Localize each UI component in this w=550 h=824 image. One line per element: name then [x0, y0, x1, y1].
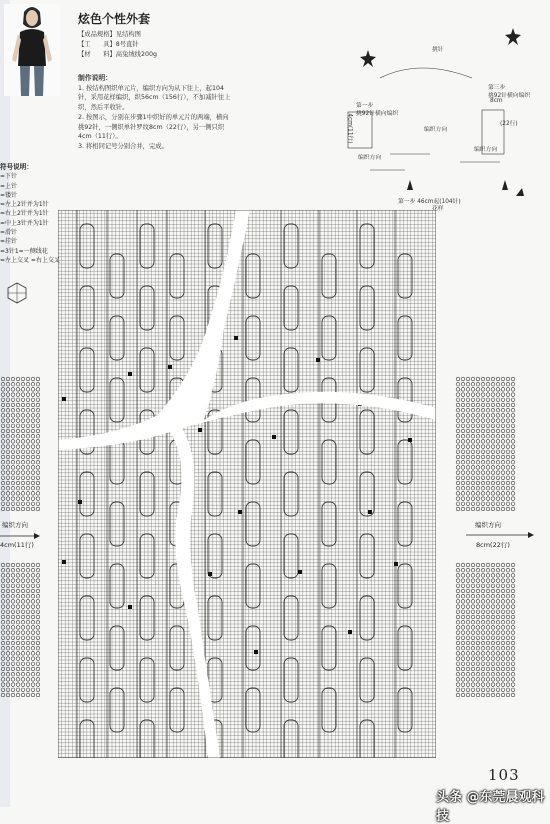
spec-material: 【材 料】高兔绒线200g — [78, 51, 157, 58]
legend-item: =镂针 — [0, 191, 18, 199]
diagram-step3-sub: 挑92针横向编织 — [488, 93, 531, 99]
legend-item: =3针1=一侧线花 — [0, 247, 48, 255]
spec-tools: 【工 具】8号直针 — [78, 41, 139, 48]
legend-item: =挂针 — [0, 238, 18, 246]
instruction-line: 织，然后平收针。 — [78, 104, 129, 112]
right-ribbing-chart — [455, 376, 517, 511]
instruction-line: 3. 将相同记号分别合并，完成。 — [78, 142, 168, 150]
instruction-line: 针，采用花样编织，织56cm（156行），不加减针往上 — [78, 94, 231, 102]
diagram-top-label: 挑针 — [432, 47, 444, 53]
right-direction-arrow — [466, 532, 536, 538]
right-ribbing-chart-lower — [455, 562, 517, 697]
legend-item: =中上3针并为1针 — [0, 219, 49, 227]
instruction-line: 挑92针，一侧织单针罗纹8cm（22行），另一侧只织 — [78, 123, 225, 131]
spec-size: 【成品规格】见结构图 — [78, 31, 141, 38]
right-measure-label: 8cm(22行) — [476, 541, 510, 549]
diagram-bottom-sub: 花样 — [432, 206, 444, 212]
left-direction-arrow — [0, 533, 40, 539]
diagram-step3-cm: 8cm — [490, 98, 503, 104]
instructions-heading: 制作说明： — [78, 74, 112, 82]
diagram-step3-label: 第三步 — [488, 85, 506, 91]
legend-heading: 符号说明： — [0, 163, 33, 171]
instructions — [78, 74, 288, 152]
diagram-direction-2: 编织方向 — [474, 147, 498, 153]
instruction-line: 1. 按结构图织单元片，编织方向为从下往上，起104 — [78, 84, 224, 92]
diagram-direction-1: 编织方向 — [424, 127, 448, 133]
diagram-bottom-label: 第一步 46cm起(104针) — [398, 199, 461, 205]
diagram-step1-label: 第一步 — [356, 103, 374, 109]
legend-item: =左上交叉 =右上交叉 — [0, 256, 60, 264]
left-direction-label: 编织方向 — [2, 521, 28, 529]
left-measure-label: 4cm(11行) — [0, 541, 34, 549]
left-ribbing-chart-lower — [0, 562, 40, 697]
legend-item: =左上2针并为1针 — [0, 201, 49, 209]
diagram-step1-sub: 挑92针横向编织 — [356, 111, 399, 117]
legend-item: =下针 — [0, 173, 18, 181]
legend-item: =右上2针并为1针 — [0, 210, 49, 218]
instruction-line: 2. 按图示，分别在步骤1中织好的单元片的两端，横向 — [78, 113, 229, 121]
page-title: 炫色个性外套 — [78, 12, 151, 26]
model-photo — [4, 4, 60, 96]
page-number: 103 — [488, 766, 520, 784]
legend-item: =上针 — [0, 182, 18, 190]
knitting-pattern-chart — [58, 210, 436, 758]
diagram-step3-rows: (22行) — [500, 121, 518, 127]
diagram-step1-rows: 4cm(11行) — [346, 113, 353, 144]
diagram-direction-3: 编织方向 — [358, 155, 382, 161]
right-direction-label: 编织方向 — [475, 521, 501, 529]
left-ribbing-chart — [0, 376, 40, 511]
hexagon-stitch-icon — [6, 282, 28, 304]
instruction-line: 4cm（11行）。 — [78, 133, 122, 141]
product-spec — [78, 30, 157, 60]
legend-item: =滑针 — [0, 229, 18, 237]
watermark: 头条 @东莞晨观科技 — [436, 790, 545, 824]
